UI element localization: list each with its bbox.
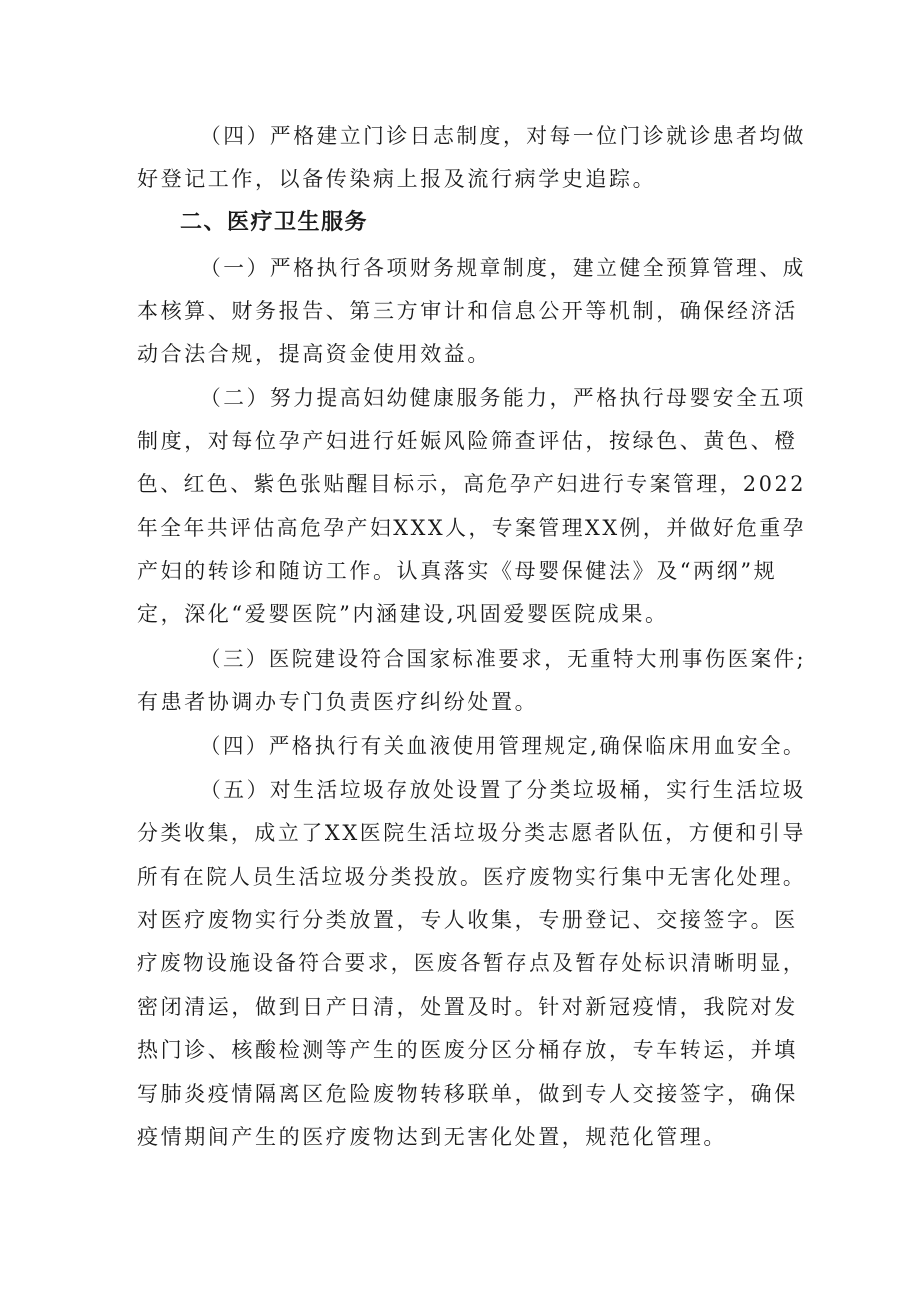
text-line: 好登记工作，以备传染病上报及流行病学史追踪。 <box>137 167 657 191</box>
text-line: 分类收集，成立了XX医院生活垃圾分类志愿者队伍，方便和引导 <box>137 821 807 845</box>
text-line: 动合法合规，提高资金使用效益。 <box>137 342 491 366</box>
text-line: 热门诊、核酸检测等产生的医废分区分桶存放，专车转运，并填 <box>137 1038 798 1062</box>
section-heading: 二、医疗卫生服务 <box>180 210 369 235</box>
text-line: 定，深化“爱婴医院”内涵建设,巩固爱婴医院成果。 <box>137 602 669 626</box>
text-line: （一）严格执行各项财务规章制度，建立健全预算管理、成 <box>200 256 807 280</box>
text-line: 有患者协调办专门负责医疗纠纷处置。 <box>137 690 539 714</box>
text-line: 年全年共评估高危孕产妇XXX人，专案管理XX例，并做好危重孕 <box>137 516 807 540</box>
text-line: 产妇的转诊和随访工作。认真落实《母婴保健法》及“两纲”规 <box>137 559 778 583</box>
text-line: （四）严格建立门诊日志制度，对每一位门诊就诊患者均做 <box>200 124 807 148</box>
text-line: 疗废物设施设备符合要求，医废各暂存点及暂存处标识清晰明显， <box>137 951 807 975</box>
text-line: （四）严格执行有关血液使用管理规定,确保临床用血安全。 <box>200 734 806 758</box>
text-line: 所有在院人员生活垃圾分类投放。医疗废物实行集中无害化处理。 <box>137 865 807 889</box>
text-line: 密闭清运，做到日产日清，处置及时。针对新冠疫情，我院对发 <box>137 995 798 1019</box>
text-line: 本核算、财务报告、第三方审计和信息公开等机制，确保经济活 <box>137 299 798 323</box>
text-line: 色、红色、紫色张贴醒目标示，高危孕产妇进行专案管理，2022 <box>137 472 806 496</box>
text-line: （三）医院建设符合国家标准要求，无重特大刑事伤医案件; <box>200 647 807 671</box>
text-line: 对医疗废物实行分类放置，专人收集，专册登记、交接签字。医 <box>137 908 798 932</box>
text-line: 疫情期间产生的医疗废物达到无害化处置，规范化管理。 <box>137 1125 727 1149</box>
text-line: 写肺炎疫情隔离区危险废物转移联单，做到专人交接签字，确保 <box>137 1082 798 1106</box>
text-line: （二）努力提高妇幼健康服务能力，严格执行母婴安全五项 <box>200 386 807 410</box>
text-line: （五）对生活垃圾存放处设置了分类垃圾桶，实行生活垃圾 <box>200 778 807 802</box>
text-line: 制度，对每位孕产妇进行妊娠风险筛查评估，按绿色、黄色、橙 <box>137 429 798 453</box>
